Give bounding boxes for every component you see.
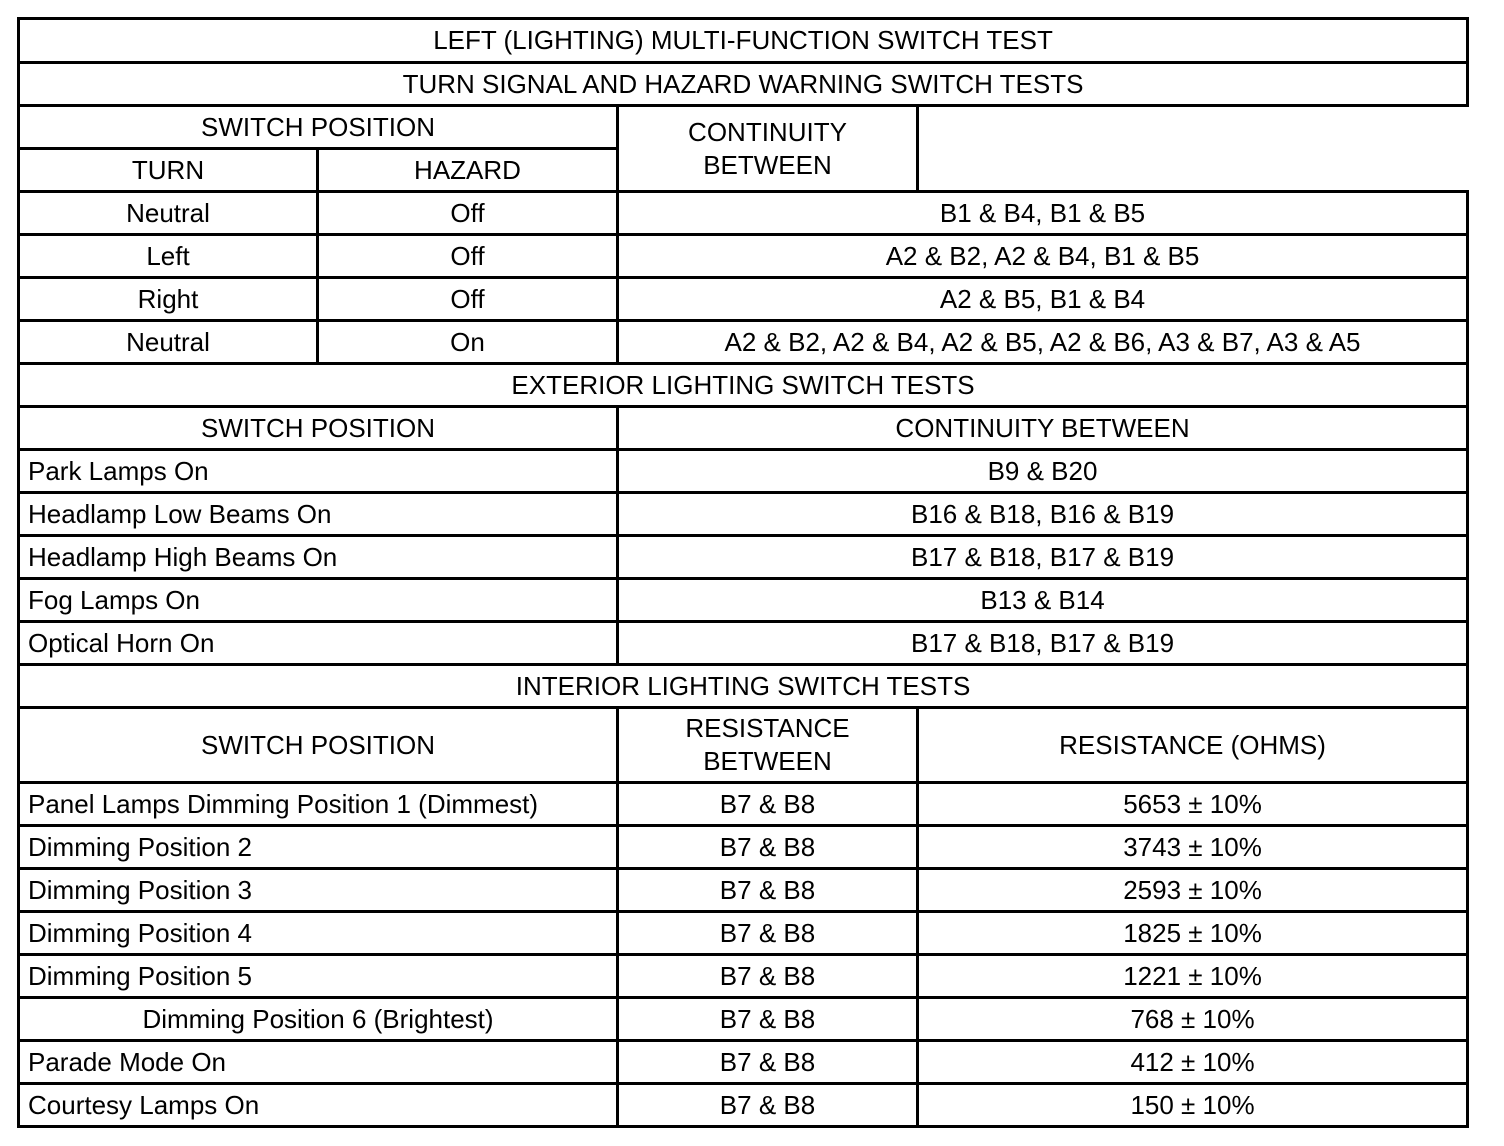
table-row (19, 235, 1468, 278)
position-cell: Dimming Position 6 (Brightest) (19, 998, 618, 1041)
table-row (19, 536, 1468, 579)
table-row (19, 912, 1468, 955)
ohms-cell: 150 ± 10% (918, 1084, 1468, 1127)
section-header-row (19, 364, 1468, 407)
table-title: LEFT (LIGHTING) MULTI-FUNCTION SWITCH TEST (19, 19, 1468, 63)
interior-section-heading: INTERIOR LIGHTING SWITCH TESTS (19, 665, 1468, 708)
header-row (19, 106, 1468, 149)
header-row (19, 407, 1468, 450)
continuity-cell: B17 & B18, B17 & B19 (618, 536, 1468, 579)
resistance-header-line2: BETWEEN (703, 746, 832, 776)
position-cell: Park Lamps On (19, 450, 618, 493)
ohms-cell: 3743 ± 10% (918, 826, 1468, 869)
position-cell: Courtesy Lamps On (19, 1084, 618, 1127)
hazard-cell: Off (318, 278, 618, 321)
blank-header-cell (918, 106, 1468, 192)
position-cell: Dimming Position 2 (19, 826, 618, 869)
table-row (19, 278, 1468, 321)
turn-section-heading: TURN SIGNAL AND HAZARD WARNING SWITCH TESTS (19, 63, 1468, 106)
between-cell: B7 & B8 (618, 826, 918, 869)
continuity-cell: A2 & B2, A2 & B4, B1 & B5 (618, 235, 1468, 278)
table-row (19, 450, 1468, 493)
table-row (19, 1084, 1468, 1127)
switch-test-table (17, 17, 1469, 1128)
ohms-cell: 5653 ± 10% (918, 783, 1468, 826)
table-row (19, 955, 1468, 998)
switch-position-header: SWITCH POSITION (19, 407, 618, 450)
table-row (19, 493, 1468, 536)
turn-cell: Right (19, 278, 318, 321)
turn-cell: Neutral (19, 192, 318, 235)
turn-cell: Left (19, 235, 318, 278)
table-row (19, 783, 1468, 826)
section-header-row (19, 665, 1468, 708)
turn-cell: Neutral (19, 321, 318, 364)
continuity-cell: B13 & B14 (618, 579, 1468, 622)
continuity-between-header: CONTINUITY BETWEEN (618, 407, 1468, 450)
continuity-cell: B1 & B4, B1 & B5 (618, 192, 1468, 235)
turn-header: TURN (19, 149, 318, 192)
position-cell: Headlamp High Beams On (19, 536, 618, 579)
ohms-cell: 412 ± 10% (918, 1041, 1468, 1084)
table-row (19, 826, 1468, 869)
hazard-cell: On (318, 321, 618, 364)
between-cell: B7 & B8 (618, 1084, 918, 1127)
position-cell: Dimming Position 5 (19, 955, 618, 998)
between-cell: B7 & B8 (618, 912, 918, 955)
continuity-cell: A2 & B5, B1 & B4 (618, 278, 1468, 321)
between-cell: B7 & B8 (618, 998, 918, 1041)
continuity-header-line2: BETWEEN (703, 149, 832, 180)
between-cell: B7 & B8 (618, 783, 918, 826)
resistance-between-header (618, 708, 918, 783)
table-row (19, 1041, 1468, 1084)
section-header-row (19, 63, 1468, 106)
table-row (19, 321, 1468, 364)
table-row (19, 192, 1468, 235)
position-cell: Fog Lamps On (19, 579, 618, 622)
between-cell: B7 & B8 (618, 955, 918, 998)
between-cell: B7 & B8 (618, 869, 918, 912)
continuity-between-header (618, 106, 918, 192)
switch-position-header: SWITCH POSITION (19, 708, 618, 783)
continuity-cell: B16 & B18, B16 & B19 (618, 493, 1468, 536)
position-cell: Headlamp Low Beams On (19, 493, 618, 536)
resistance-ohms-header: RESISTANCE (OHMS) (918, 708, 1468, 783)
table-row (19, 579, 1468, 622)
continuity-cell: A2 & B2, A2 & B4, A2 & B5, A2 & B6, A3 & B7, A3 & A5 (618, 321, 1468, 364)
continuity-header-line1: CONTINUITY (688, 116, 847, 147)
table-row (19, 622, 1468, 665)
position-cell: Optical Horn On (19, 622, 618, 665)
ohms-cell: 768 ± 10% (918, 998, 1468, 1041)
position-cell: Dimming Position 4 (19, 912, 618, 955)
position-cell: Parade Mode On (19, 1041, 618, 1084)
table-row (19, 869, 1468, 912)
hazard-header: HAZARD (318, 149, 618, 192)
exterior-section-heading: EXTERIOR LIGHTING SWITCH TESTS (19, 364, 1468, 407)
ohms-cell: 1825 ± 10% (918, 912, 1468, 955)
title-row (19, 19, 1468, 63)
ohms-cell: 1221 ± 10% (918, 955, 1468, 998)
between-cell: B7 & B8 (618, 1041, 918, 1084)
switch-position-header: SWITCH POSITION (19, 106, 618, 149)
continuity-cell: B17 & B18, B17 & B19 (618, 622, 1468, 665)
resistance-header-line1: RESISTANCE (685, 713, 850, 743)
switch-test-document (17, 17, 1466, 1127)
ohms-cell: 2593 ± 10% (918, 869, 1468, 912)
header-row (19, 708, 1468, 783)
hazard-cell: Off (318, 192, 618, 235)
hazard-cell: Off (318, 235, 618, 278)
position-cell: Panel Lamps Dimming Position 1 (Dimmest) (19, 783, 618, 826)
continuity-cell: B9 & B20 (618, 450, 1468, 493)
table-row (19, 998, 1468, 1041)
position-cell: Dimming Position 3 (19, 869, 618, 912)
